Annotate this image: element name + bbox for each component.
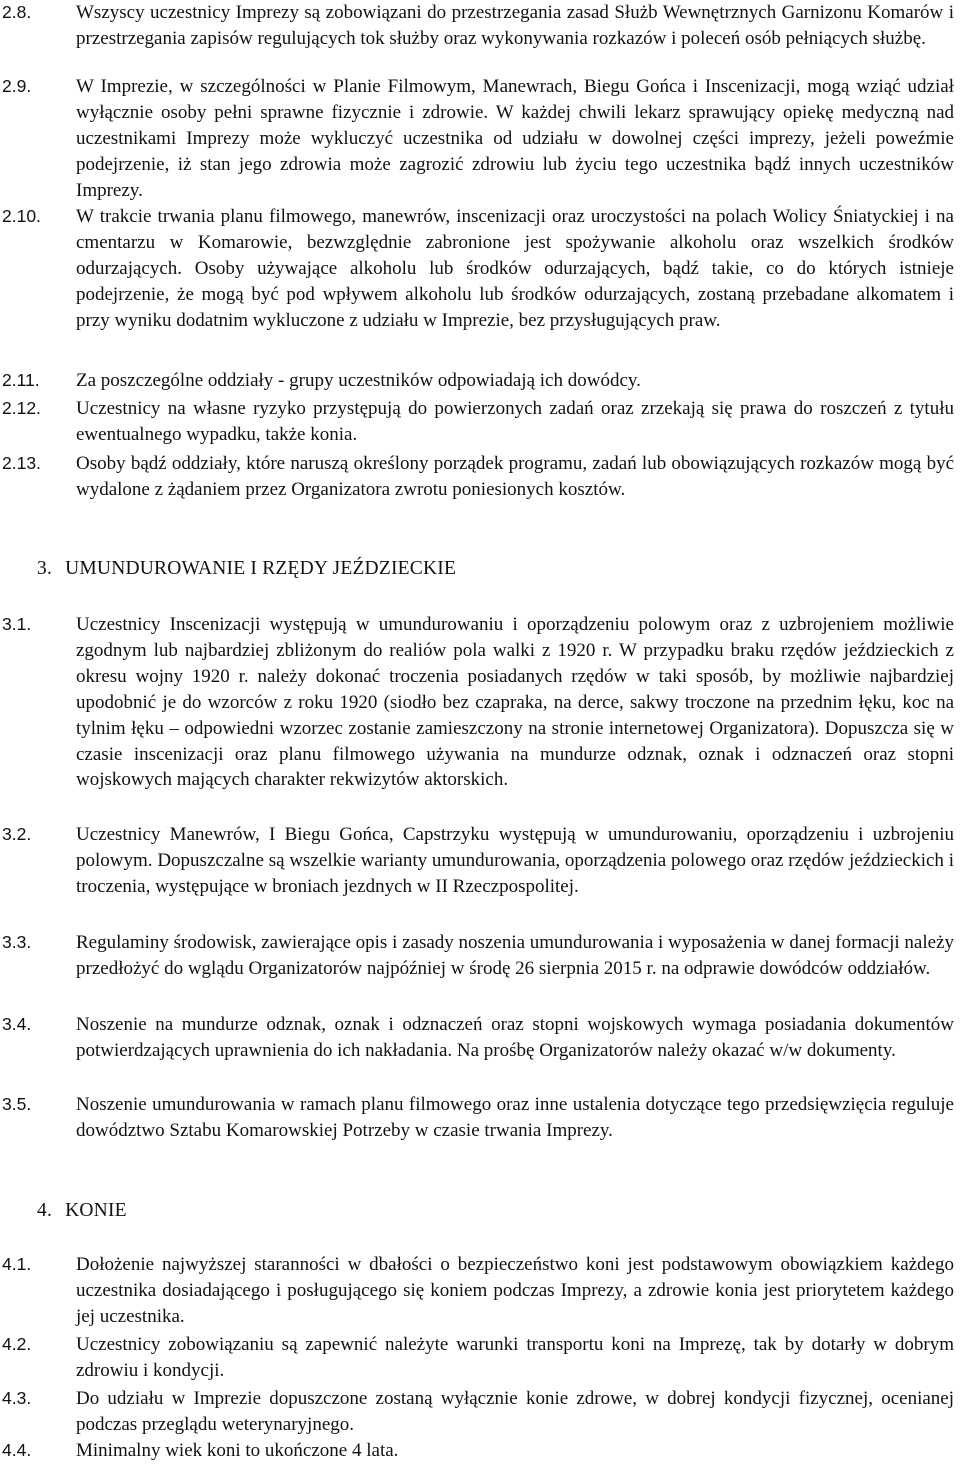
section-heading	[37, 1198, 127, 1224]
item-number: 2.9.	[2, 76, 32, 96]
section-number: 4.	[37, 1200, 53, 1221]
item-number: 4.1.	[2, 1254, 32, 1274]
item-number: 2.10.	[2, 206, 41, 226]
item-text: W trakcie trwania planu filmowego, manewrów, inscenizacji oraz uroczystości na polach Wolicy Śniatyckiej i na cmentarzu w Komarowie, bezwzględnie zabronione jest spożywanie alkoholu oraz wszelkich środków odurzających. Osoby używające alkoholu lub środków odurzających, bądź takie, co do których istnieje podejrzenie, że mogą być pod wpływem alkoholu lub środków odurzających, zostaną przebadane alkomatem i przy wyniku dodatnim wykluczone z udziału w Imprezie, bez przysługujących praw.	[76, 206, 954, 331]
item-text: Osoby bądź oddziały, które naruszą określony porządek programu, zadań lub obowiązujących rozkazów mogą być wydalone z żądaniem przez Organizatora zwrotu poniesionych kosztów.	[76, 453, 954, 500]
item-text: Uczestnicy zobowiązaniu są zapewnić należyte warunki transportu koni na Imprezę, tak by dotarły w dobrym zdrowiu i kondycji.	[76, 1334, 954, 1381]
item-number: 2.8.	[2, 2, 32, 22]
item-number: 3.2.	[2, 824, 32, 844]
item-text: Noszenie umundurowania w ramach planu filmowego oraz inne ustalenia dotyczące tego przedsięwzięcia reguluje dowództwo Sztabu Komarowskiej Potrzeby w czasie trwania Imprezy.	[76, 1094, 954, 1141]
item-number: 3.5.	[2, 1094, 32, 1114]
item-number: 4.2.	[2, 1334, 32, 1354]
section-title: UMUNDUROWANIE I RZĘDY JEŹDZIECKIE	[65, 558, 457, 579]
item-number: 3.4.	[2, 1014, 32, 1034]
item-text: Noszenie na mundurze odznak, oznak i odznaczeń oraz stopni wojskowych wymaga posiadania dokumentów potwierdzających uprawnienia do ich nakładania. Na prośbę Organizatorów należy okazać w/w dokumenty.	[76, 1014, 954, 1061]
item-number: 2.12.	[2, 398, 41, 418]
section-heading	[37, 556, 456, 582]
item-number: 2.13.	[2, 453, 41, 473]
item-text: Uczestnicy na własne ryzyko przystępują do powierzonych zadań oraz zrzekają się prawa do roszczeń z tytułu ewentualnego wypadku, także konia.	[76, 398, 954, 445]
item-number: 3.3.	[2, 932, 32, 952]
item-number: 2.11.	[2, 370, 40, 390]
item-text: Do udziału w Imprezie dopuszczone zostaną wyłącznie konie zdrowe, w dobrej kondycji fizycznej, ocenianej podczas przeglądu weterynaryjnego.	[76, 1388, 954, 1435]
item-text: Minimalny wiek koni to ukończone 4 lata.	[76, 1440, 399, 1461]
section-title: KONIE	[65, 1200, 127, 1221]
item-text: Dołożenie najwyższej staranności w dbałości o bezpieczeństwo koni jest podstawowym obowiązkiem każdego uczestnika dosiadającego i posługującego się koniem podczas Imprezy, a zdrowie konia jest priorytetem każdego jej uczestnika.	[76, 1254, 954, 1327]
item-text: Uczestnicy Inscenizacji występują w umundurowaniu i oporządzeniu polowym oraz z uzbrojeniem możliwie zgodnym lub najbardziej zbliżonym do realiów pola walki z 1920 r. W przypadku braku rzędów jeździeckich z okresu wojny 1920 r. należy dokonać troczenia posiadanych rzędów w taki sposób, by możliwie najbardziej upodobnić je do wzorców z roku 1920 (siodło bez czapraka, na derce, sakwy troczone na przednim łęku, koc na tylnim łęku – odpowiedni wzorzec zostanie zamieszczony na stronie internetowej Organizatora). Dopuszcza się w czasie inscenizacji oraz planu filmowego używania na mundurze odznak, oznak i odznaczeń oraz stopni wojskowych mających charakter rekwizytów aktorskich.	[76, 614, 954, 791]
item-number: 4.3.	[2, 1388, 32, 1408]
item-text: Uczestnicy Manewrów, I Biegu Gońca, Capstrzyku występują w umundurowaniu, oporządzeniu i uzbrojeniu polowym. Dopuszczalne są wszelkie warianty umundurowania, oporządzenia polowego oraz rzędów jeździeckich i troczenia, występujące w broniach jezdnych w II Rzeczpospolitej.	[76, 824, 954, 897]
item-text: Regulaminy środowisk, zawierające opis i zasady noszenia umundurowania i wyposażenia w danej formacji należy przedłożyć do wglądu Organizatorów najpóźniej w środę 26 sierpnia 2015 r. na odprawie dowódców oddziałów.	[76, 932, 954, 979]
item-text: W Imprezie, w szczególności w Planie Filmowym, Manewrach, Biegu Gońca i Inscenizacji, mogą wziąć udział wyłącznie osoby pełni sprawne fizycznie i zdrowie. W każdej chwili lekarz sprawujący opiekę medyczną nad uczestnikami Imprezy może wykluczyć uczestnika od udziału w dowolnej części imprezy, jeżeli poweźmie podejrzenie, iż stan jego zdrowia może zagrozić zdrowiu lub życiu tego uczestnika bądź innych uczestników Imprezy.	[76, 76, 954, 201]
item-text: Za poszczególne oddziały - grupy uczestników odpowiadają ich dowódcy.	[76, 370, 641, 391]
item-number: 3.1.	[2, 614, 32, 634]
item-number: 4.4.	[2, 1440, 32, 1460]
item-text: Wszyscy uczestnicy Imprezy są zobowiązani do przestrzegania zasad Służb Wewnętrznych Garnizonu Komarów i przestrzegania zapisów regulujących tok służby oraz wykonywania rozkazów i poleceń osób pełniących służbę.	[76, 2, 954, 49]
section-number: 3.	[37, 558, 53, 579]
